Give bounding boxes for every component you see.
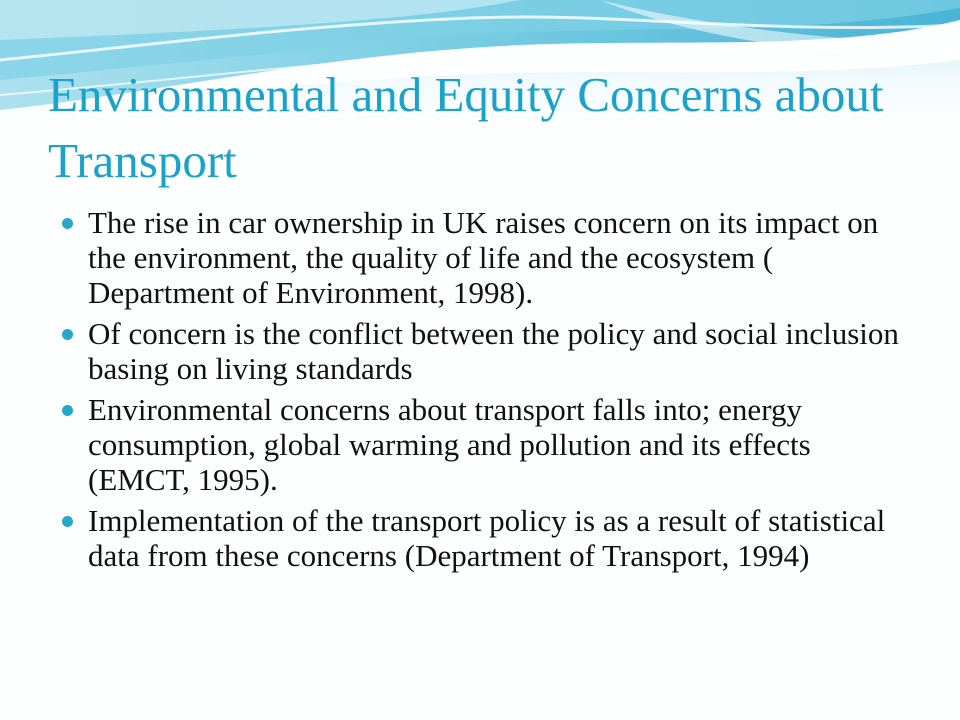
bullet-icon <box>62 516 73 527</box>
bullet-text: Of concern is the conflict between the policy and social inclusion basing on living standards <box>88 316 899 386</box>
bullet-item <box>58 392 918 497</box>
bullet-list <box>58 205 918 579</box>
bullet-icon <box>62 405 73 416</box>
slide-title: Environmental and Equity Concerns about Transport <box>48 67 884 188</box>
bullet-item <box>58 205 918 310</box>
bullet-text: Implementation of the transport policy is as a result of statistical data from these concerns (Department of Transport, 1994) <box>88 503 886 573</box>
bullet-icon <box>62 218 73 229</box>
bullet-icon <box>62 329 73 340</box>
bullet-item <box>58 503 918 573</box>
bullet-text: Environmental concerns about transport falls into; energy consumption, global warming and pollution and its effects (EMCT, 1995). <box>88 392 811 497</box>
bullet-item <box>58 316 918 386</box>
bullet-text: The rise in car ownership in UK raises concern on its impact on the environment, the quality of life and the ecosystem ( Department of Environment, 1998). <box>88 205 879 310</box>
